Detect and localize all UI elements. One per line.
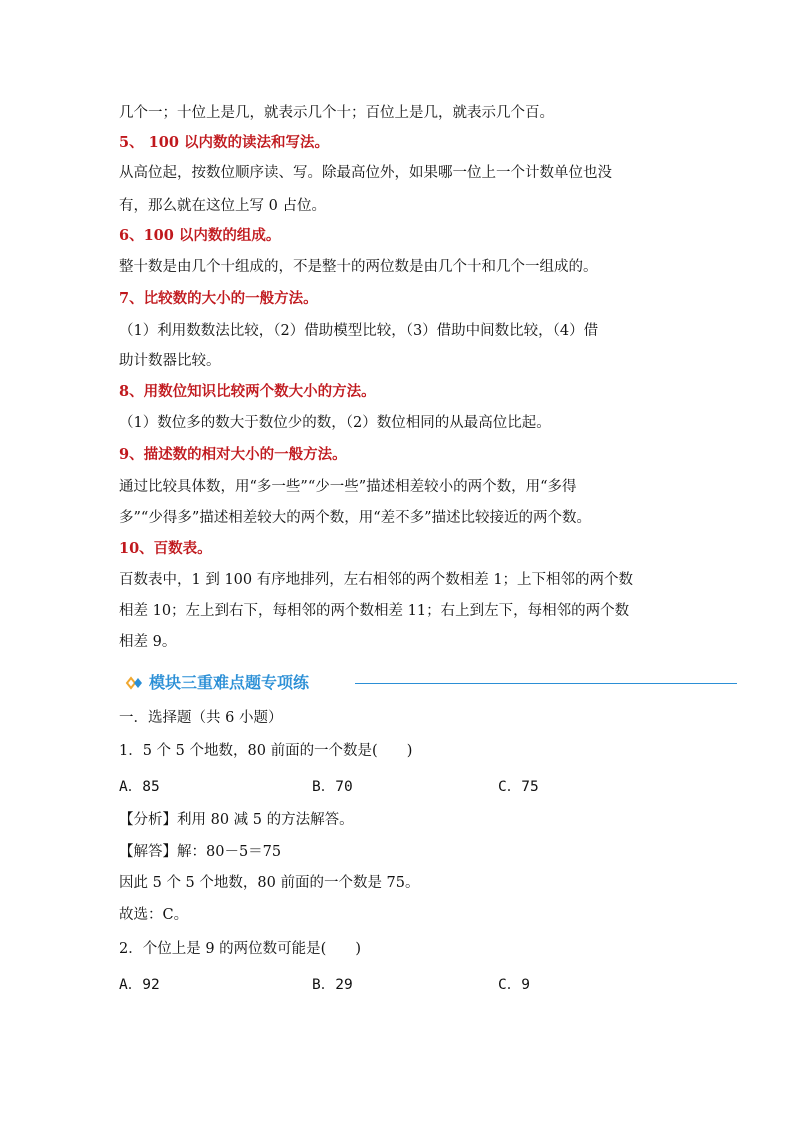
question-1-answer: 故选：C。 — [119, 907, 189, 923]
question-2-stem: 2．个位上是 9 的两位数可能是( ) — [119, 941, 361, 957]
paragraph-item-10-line2: 相差 10；左上到右下，每相邻的两个数相差 11；右上到左下，每相邻的两个数 — [119, 603, 630, 619]
heading-item-9: 9、描述数的相对大小的一般方法。 — [119, 446, 347, 463]
heading-item-7: 7、比较数的大小的一般方法。 — [119, 290, 318, 307]
question-1-conclusion: 因此 5 个 5 个地数，80 前面的一个数是 75。 — [119, 875, 420, 891]
question-1-stem: 1．5 个 5 个地数，80 前面的一个数是( ) — [119, 743, 413, 759]
question-1-option-a: A．85 — [119, 779, 160, 795]
question-1-analysis: 【分析】利用 80 减 5 的方法解答。 — [119, 812, 354, 828]
question-1-solution: 【解答】解：80－5＝75 — [119, 844, 282, 860]
paragraph-item-7-line1: （1）利用数数法比较，（2）借助模型比较，（3）借助中间数比较，（4）借 — [119, 323, 599, 339]
question-1-option-b: B．70 — [312, 779, 353, 795]
module-title-rule — [355, 683, 737, 684]
question-2-option-b: B．29 — [312, 977, 353, 993]
paragraph-item-8: （1）数位多的数大于数位少的数，（2）数位相同的从最高位比起。 — [119, 415, 551, 431]
heading-item-6: 6、100 以内数的组成。 — [119, 227, 281, 244]
paragraph-item-5-line1: 从高位起，按数位顺序读、写。除最高位外，如果哪一位上一个计数单位也没 — [119, 165, 612, 181]
question-2-option-a: A．92 — [119, 977, 160, 993]
module-title-banner — [122, 672, 622, 694]
question-2-option-c: C．9 — [498, 977, 530, 993]
paragraph-item-5-line2: 有，那么就在这位上写 0 占位。 — [119, 198, 326, 214]
paragraph-item-9-line2: 多”“少得多”描述相差较大的两个数，用“差不多”描述比较接近的两个数。 — [119, 510, 592, 526]
heading-item-10: 10、百数表。 — [119, 540, 212, 557]
double-diamond-icon — [122, 674, 146, 692]
question-1-option-c: C．75 — [498, 779, 539, 795]
paragraph-item-10-line3: 相差 9。 — [119, 634, 177, 650]
paragraph-place-value: 几个一；十位上是几，就表示几个十；百位上是几，就表示几个百。 — [119, 105, 554, 121]
paragraph-item-10-line1: 百数表中，1 到 100 有序地排列，左右相邻的两个数相差 1；上下相邻的两个数 — [119, 572, 634, 588]
heading-item-5: 5、 100 以内数的读法和写法。 — [119, 134, 329, 151]
paragraph-item-7-line2: 助计数器比较。 — [119, 353, 221, 369]
module-title: 模块三重难点题专项练 — [149, 673, 310, 692]
paragraph-item-9-line1: 通过比较具体数，用“多一些”“少一些”描述相差较小的两个数，用“多得 — [119, 479, 577, 495]
section-heading: 一．选择题（共 6 小题） — [119, 710, 283, 726]
paragraph-item-6: 整十数是由几个十组成的，不是整十的两位数是由几个十和几个一组成的。 — [119, 259, 598, 275]
heading-item-8: 8、用数位知识比较两个数大小的方法。 — [119, 383, 376, 400]
